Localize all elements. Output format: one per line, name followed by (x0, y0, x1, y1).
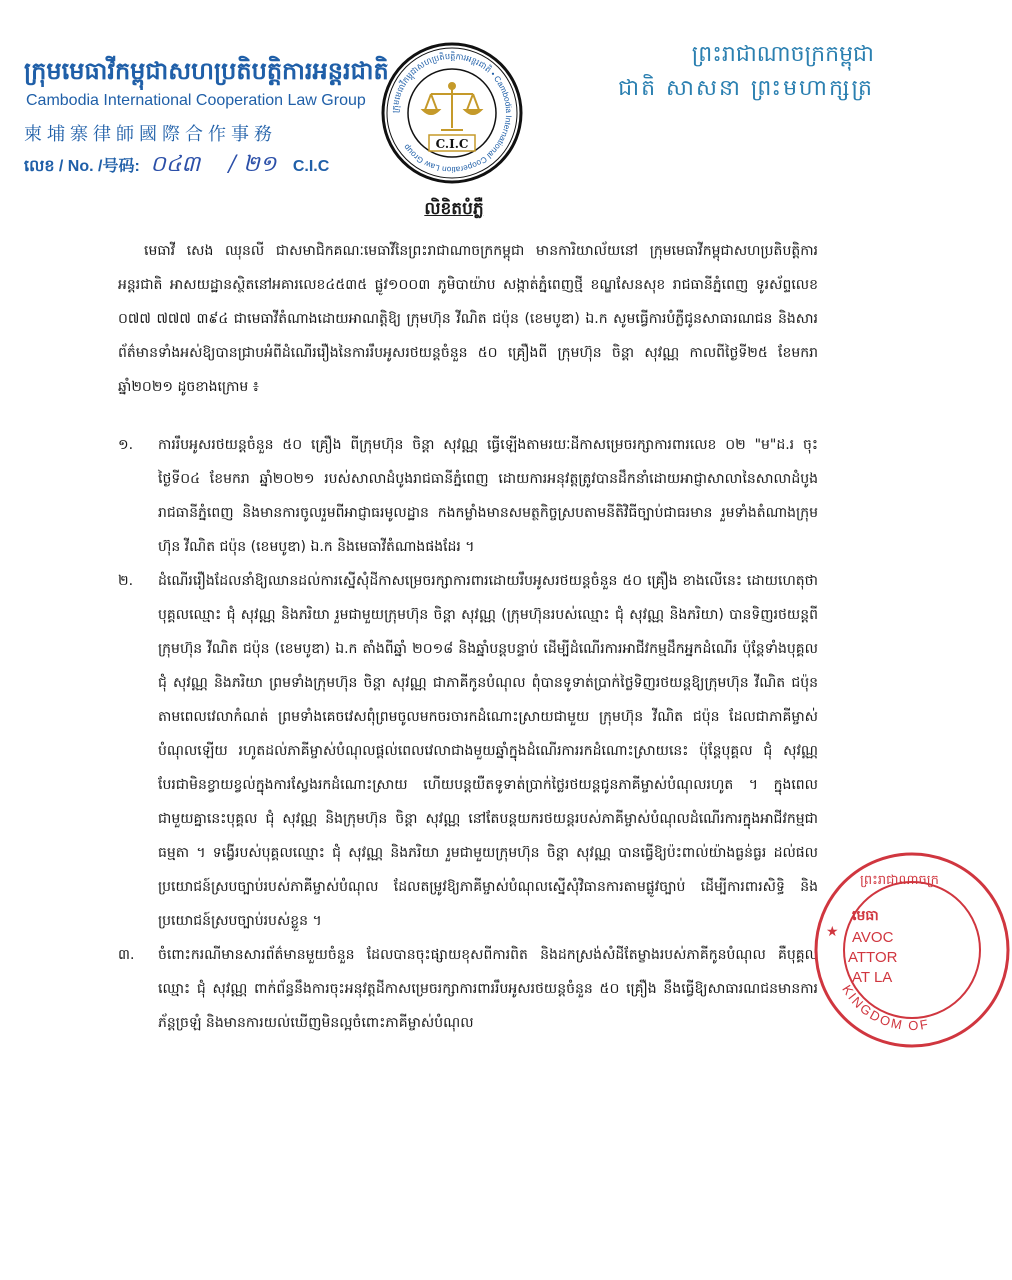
stamp-star-icon: ★ (826, 924, 839, 940)
list-item (118, 564, 818, 938)
seal-ring-text: ក្រុមមេធាវីកម្ពុជាសហប្រតិបត្តិការអន្តរជាតិ • Cambodia International Cooperation Law Group (390, 51, 514, 175)
stamp-kh-line: ព្រះរាជាណាចក្រ (860, 873, 939, 888)
reference-label: លេខ / No. /号码: (24, 158, 140, 175)
list-item-text: ចំពោះករណីមានសារព័ត៌មានមួយចំនួន ដែលបានចុះផ្សាយខុសពីការពិត និងដកស្រង់សំដីតែម្ខាងរបស់ភាគីកូនបំណុល គឺបុគ្គលឈ្មោះ ជុំ សុវណ្ណ ពាក់ព័ន្ធនឹងការចុះអនុវត្តដីកាសម្រេចរក្សាការពាររឹបអូសរថយន្តចំនួន ៥០ គ្រឿង នឹងធ្វើឱ្យសាធារណជនមានការភ័ន្តច្រឡំ និងមានការយល់ឃើញមិនល្អចំពោះភាគីម្ចាស់បំណុល (158, 947, 818, 1031)
stamp-en-line1: AVOC (852, 929, 894, 946)
scales-of-justice-icon (423, 83, 481, 130)
reference-suffix: C.I.C (292, 158, 330, 175)
list-item (118, 428, 818, 564)
kingdom-title: ព្រះរាជាណាចក្រកម្ពុជា (691, 42, 874, 67)
list-item-number: ២. (118, 573, 134, 589)
list-item-text: ដំណើររឿងដែលនាំឱ្យឈានដល់ការស្នើសុំដីកាសម្រេចរក្សាការពារដោយរឹបអូសរថយន្តចំនួន ៥០ គ្រឿង ខាងលើនេះ ដោយហេតុថា បុគ្គលឈ្មោះ ជុំ សុវណ្ណ និងភរិយា រួមជាមួយក្រុមហ៊ុន ចិន្តា សុវណ្ណ (ក្រុមហ៊ុនរបស់ឈ្មោះ ជុំ សុវណ្ណ និងភរិយា) បានទិញរថយន្តពីក្រុមហ៊ុន វីណិត ជប៉ុន (ខេមបូឌា) ឯ.ក តាំងពីឆ្នាំ ២០១៨ និងឆ្នាំបន្តបន្ទាប់ ដើម្បីដំណើរការអាជីវកម្មដឹកអ្នកដំណើរ ប៉ុន្តែទាំងបុគ្គល ជុំ សុវណ្ណ និងភរិយា ព្រមទាំងក្រុមហ៊ុន ចិន្តា សុវណ្ណ ជាភាគីកូនបំណុល ពុំបានទូទាត់ប្រាក់ថ្លៃទិញរថយន្តឱ្យក្រុមហ៊ុន វីណិត ជប៉ុន តាមពេលវេលាកំណត់ ព្រមទាំងគេចវេសពុំព្រមចូលមកចរចារកដំណោះស្រាយជាមួយ ក្រុមហ៊ុន វីណិត ជប៉ុន ដែលជាភាគីម្ចាស់បំណុលឡើយ រហូតដល់ភាគីម្ចាស់បំណុលផ្តល់ពេលវេលាជាងមួយឆ្នាំក្នុងដំណើរការរកដំណោះស្រាយនេះ ប៉ុន្តែបុគ្គល ជុំ សុវណ្ណ បែរជាមិនខ្វាយខ្វល់ក្នុងការស្វែងរកដំណោះស្រាយ ហើយបន្តយឺតទូទាត់ប្រាក់ថ្លៃរថយន្តជូនភាគីម្ចាស់បំណុលរហូត ។ ក្នុងពេលជាមួយគ្នានេះបុគ្គល ជុំ សុវណ្ណ និងក្រុមហ៊ុន ចិន្តា សុវណ្ណ នៅតែបន្តយករថយន្តរបស់ភាគីម្ចាស់បំណុលដំណើរការក្នុងអាជីវកម្មជាធម្មតា ។ ទង្វើរបស់បុគ្គលឈ្មោះ ជុំ សុវណ្ណ និងភរិយា រួមជាមួយក្រុមហ៊ុន ចិន្តា សុវណ្ណ បានធ្វើឱ្យប៉ះពាល់យ៉ាងធ្ងន់ធ្ងរ ដល់ផលប្រយោជន៍ស្របច្បាប់របស់ភាគីម្ចាស់បំណុល ដែលតម្រូវឱ្យភាគីម្ចាស់បំណុលស្នើសុំវិធានការតាមផ្លូវច្បាប់ ដើម្បីការពារសិទ្ធិ និងប្រយោជន៍ស្របច្បាប់របស់ខ្លួន ។ (158, 573, 818, 929)
reference-number (24, 150, 329, 182)
firm-name-khmer: ក្រុមមេធាវីកម្ពុជាសហប្រតិបត្តិការអន្តរជាតិ (24, 57, 389, 85)
national-motto: ជាតិ សាសនា ព្រះមហាក្សត្រ (618, 76, 874, 101)
reference-year: / ២១ (228, 152, 277, 177)
stamp-en-line2: ATTOR (848, 949, 898, 966)
stamp-kh-line2: មេធា (852, 908, 879, 924)
stamp-ring-text: KINGDOM OF (839, 982, 931, 1034)
list-item-number: ១. (118, 437, 134, 453)
bar-association-stamp (812, 850, 1012, 1050)
intro-paragraph: មេធាវី សេង ឈុនលី ជាសមាជិកគណៈមេធាវីនៃព្រះរាជាណាចក្រកម្ពុជា មានការិយាល័យនៅ ក្រុមមេធាវីកម្ពុជាសហប្រតិបត្តិការអន្តរជាតិ អាសយដ្ឋានស្ថិតនៅអគារលេខ៤៥៣៥ ផ្លូវ១០០៣ ភូមិបាយ៉ាប សង្កាត់ភ្នំពេញថ្មី ខណ្ឌសែនសុខ រាជធានីភ្នំពេញ ទូរស័ព្ទលេខ ០៧៧ ៧៧៧ ៣៩៤ ជាមេធាវីតំណាងដោយអាណត្តិឱ្យ ក្រុមហ៊ុន វីណិត ជប៉ុន (ខេមបូឌា) ឯ.ក សូមធ្វើការបំភ្លឺជូនសាធារណជន និងសារព័ត៌មានទាំងអស់ឱ្យបានជ្រាបអំពីដំណើររឿងនៃការរឹបអូសរថយន្តចំនួន ៥០ គ្រឿងពី ក្រុមហ៊ុន ចិន្តា សុវណ្ណ កាលពីថ្ងៃទី២៥ ខែមករា ឆ្នាំ២០២១ ដូចខាងក្រោម ៖ (118, 243, 818, 395)
seal-center-text: C.I.C (435, 137, 469, 151)
list-item-text: ការរឹបអូសរថយន្តចំនួន ៥០ គ្រឿង ពីក្រុមហ៊ុន ចិន្តា សុវណ្ណ ធ្វើឡើងតាមរយៈដីកាសម្រេចរក្សាការពារលេខ ០២ "ម"ដ.រ ចុះថ្ងៃទី០៤ ខែមករា ឆ្នាំ២០២១ របស់សាលាដំបូងរាជធានីភ្នំពេញ ដោយការអនុវត្តត្រូវបានដឹកនាំដោយអាជ្ញាសាលានៃសាលាដំបូងរាជធានីភ្នំពេញ និងមានការចូលរួមពីអាជ្ញាធរមូលដ្ឋាន កងកម្លាំងមានសមត្ថកិច្ចស្របតាមនីតិវិធីច្បាប់ជាធរមាន រួមទាំងតំណាងក្រុមហ៊ុន វីណិត ជប៉ុន (ខេមបូឌា) ឯ.ក និងមេធាវីតំណាងផងដែរ ។ (158, 437, 818, 555)
firm-name-chinese: 柬埔寨律師國際合作事務 (24, 124, 277, 145)
reference-value: ០៤៣ (150, 152, 201, 177)
clarification-list (118, 428, 818, 1040)
document-title: លិខិតបំភ្លឺ (424, 199, 484, 219)
stamp-en-line3: AT LA (852, 969, 893, 986)
list-item (118, 938, 818, 1040)
firm-seal-logo (381, 42, 523, 184)
list-item-number: ៣. (118, 947, 135, 963)
firm-name-english: Cambodia International Cooperation Law Group (26, 92, 366, 109)
